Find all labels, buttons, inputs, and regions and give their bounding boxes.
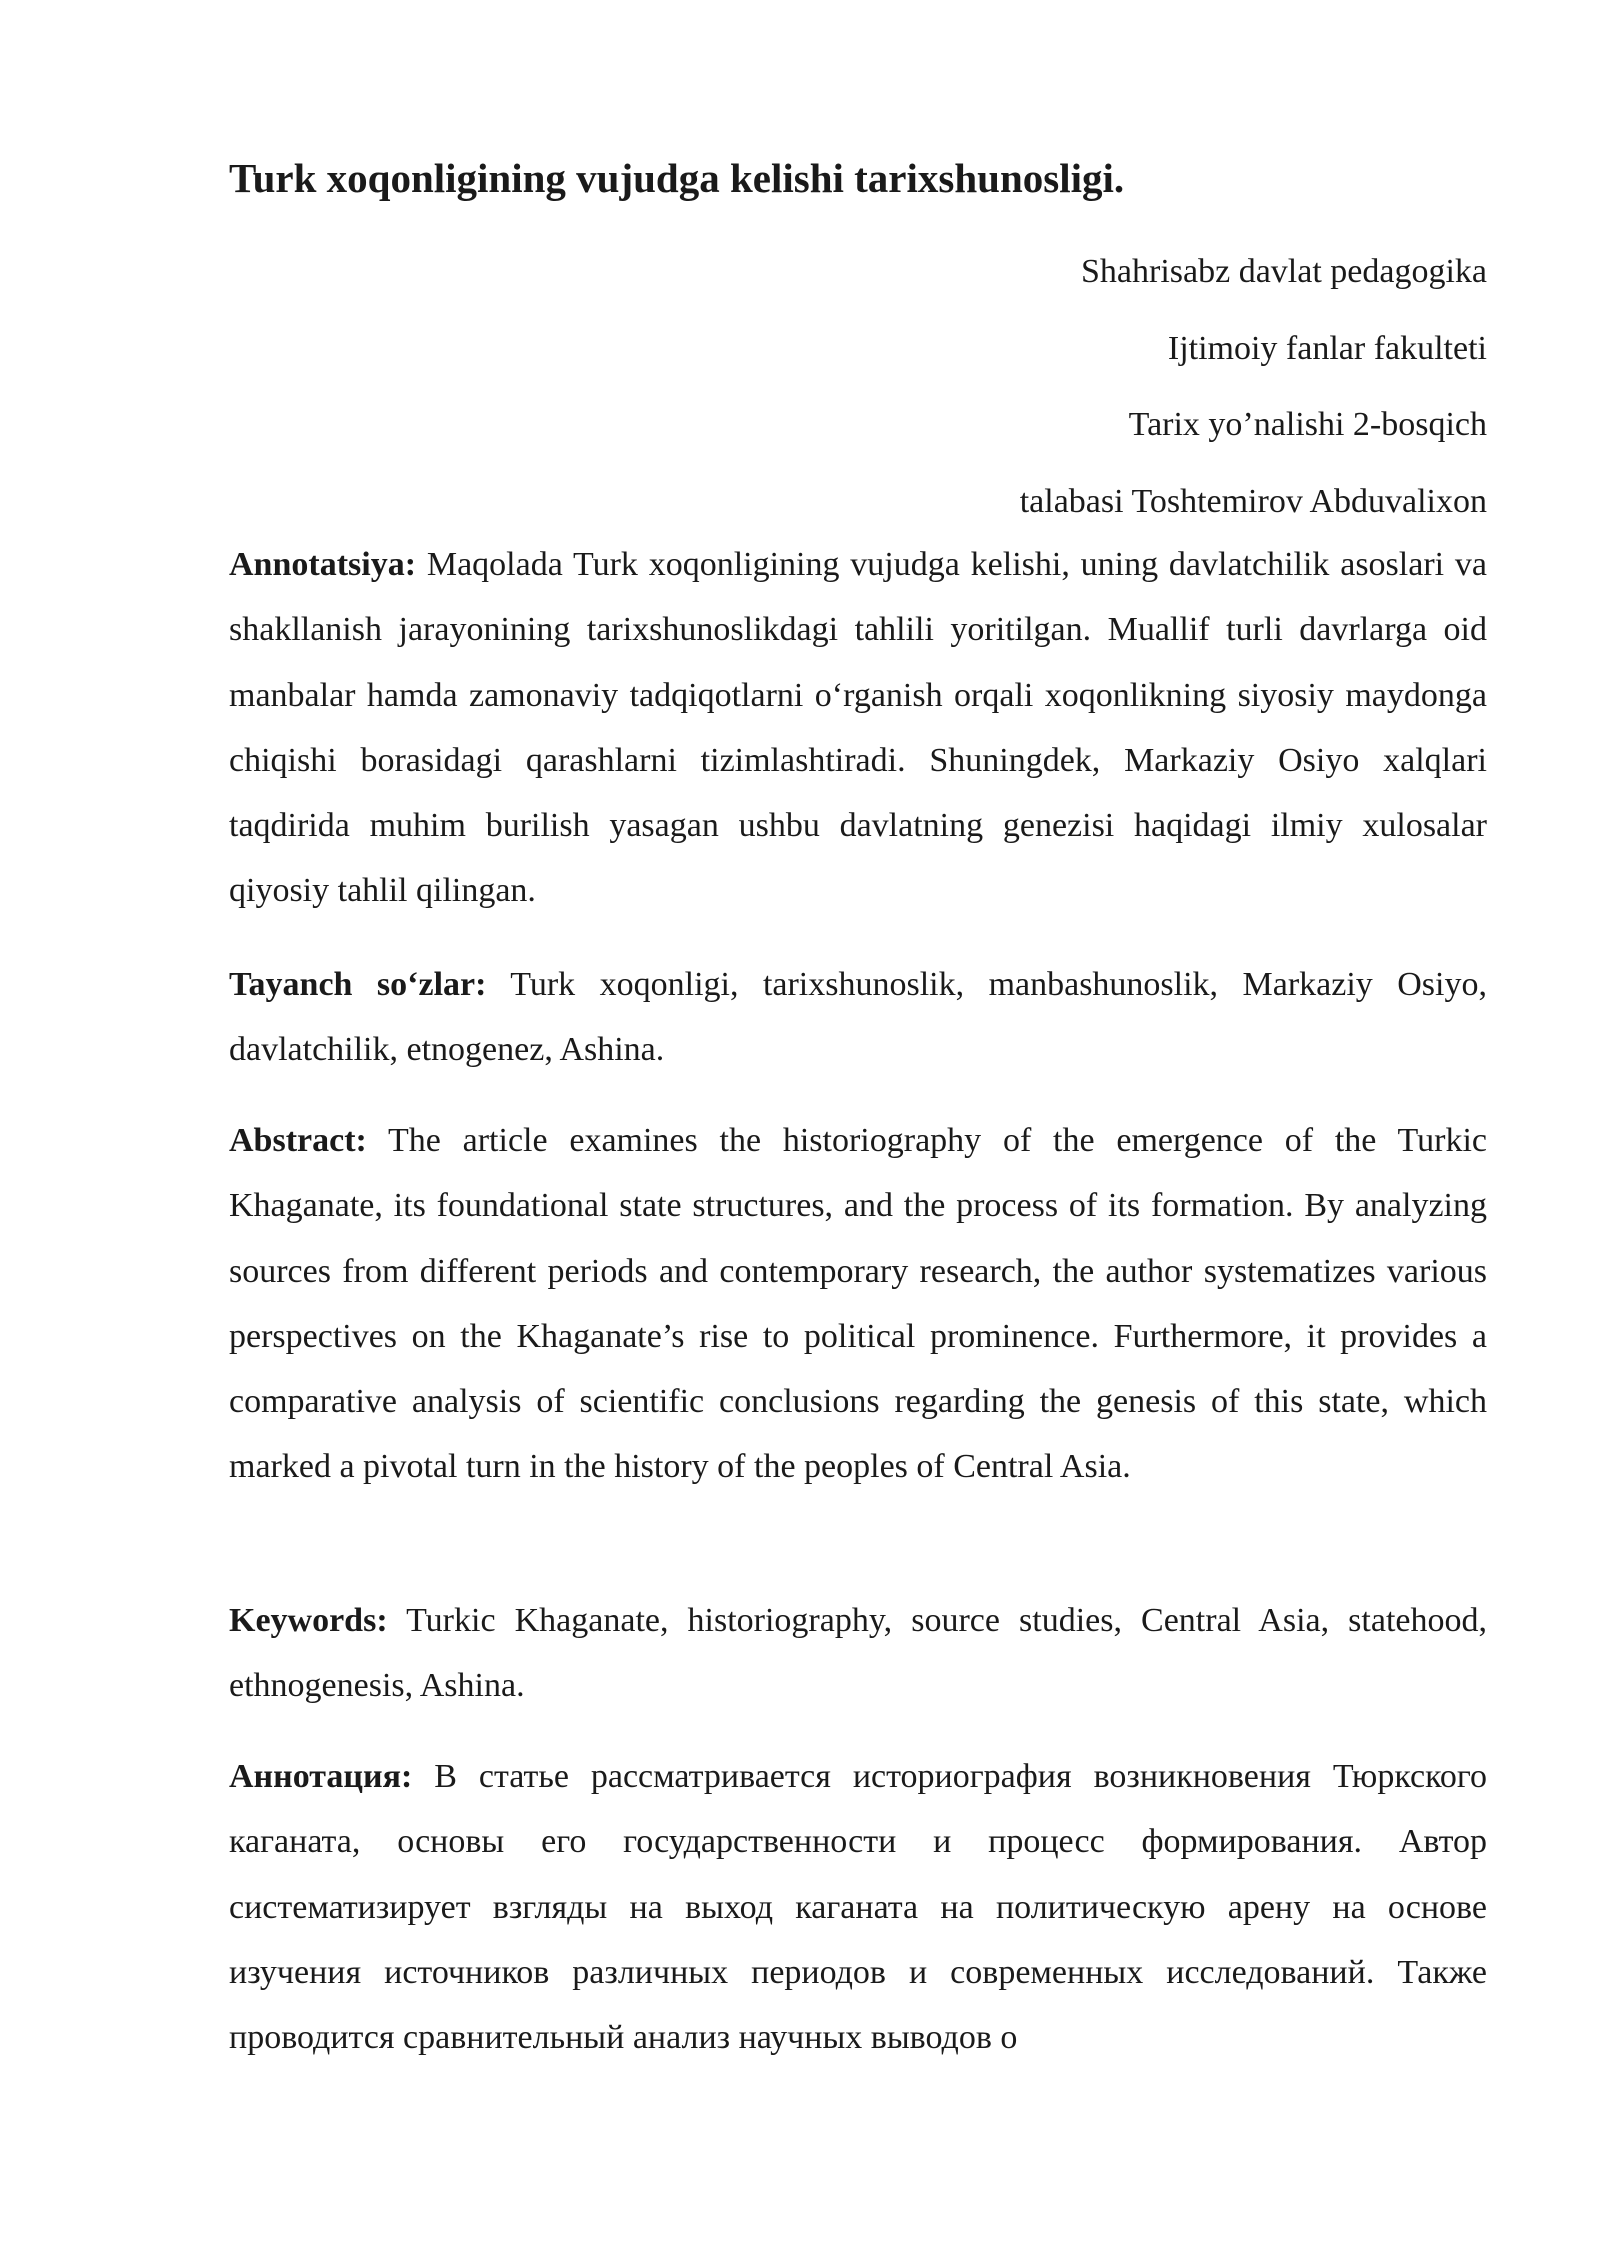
annotation-ru-label: Аннотация: xyxy=(229,1758,413,1795)
annotation-uz-label: Annotatsiya: xyxy=(229,546,417,583)
annotation-ru xyxy=(229,1744,1487,2070)
affiliation-line-faculty: Ijtimoiy fanlar fakulteti xyxy=(1167,329,1487,367)
keywords-en-label: Keywords: xyxy=(229,1602,388,1639)
author-affiliation xyxy=(229,234,1487,540)
abstract-en xyxy=(229,1108,1487,1500)
annotation-uz-text: Maqolada Turk xoqonligining vujudga kelishi, uning davlatchilik asoslari va shakllanish jarayonining tarixshunoslikdagi tahlili yoritilgan. Muallif turli davrlarga oid manbalar hamda zamonaviy tadqiqotlarni o‘rganish orqali xoqonlikning siyosiy maydonga chiqishi borasidagi qarashlarni tizimlashtiradi. Shuningdek, Markaziy Osiyo xalqlari taqdirida muhim burilish yasagan ushbu davlatning genezisi haqidagi ilmiy xulosalar qiyosiy tahlil qilingan. xyxy=(229,546,1487,910)
keywords-en-text: Turkic Khaganate, historiography, source studies, Central Asia, statehood, ethnogenesis, Ashina. xyxy=(229,1602,1487,1705)
annotation-ru-text: В статье рассматривается историография возникновения Тюркского каганата, основы его государственности и процесс формирования. Автор систематизирует взгляды на выход каганата на политическую арену на основе изучения источников различных периодов и современных исследований. Также проводится сравнительный анализ научных выводов о xyxy=(229,1758,1487,2057)
annotation-uz xyxy=(229,532,1487,924)
keywords-uz-label: Tayanch so‘zlar: xyxy=(229,966,487,1003)
abstract-en-label: Abstract: xyxy=(229,1122,367,1159)
keywords-uz xyxy=(229,952,1487,1083)
paper-title: Turk xoqonligining vujudga kelishi tarixshunosligi. xyxy=(229,155,1125,201)
affiliation-line-author: talabasi Toshtemirov Abduvalixon xyxy=(1019,482,1487,520)
abstract-en-text: The article examines the historiography of the emergence of the Turkic Khaganate, its foundational state structures, and the process of its formation. By analyzing sources from different periods and contemporary research, the author systematizes various perspectives on the Khaganate’s rise to political prominence. Furthermore, it provides a comparative analysis of scientific conclusions regarding the genesis of this state, which marked a pivotal turn in the history of the peoples of Central Asia. xyxy=(229,1122,1487,1486)
keywords-uz-text: Turk xoqonligi, tarixshunoslik, manbashunoslik, Markaziy Osiyo, davlatchilik, etnogenez, Ashina. xyxy=(229,966,1487,1069)
keywords-en xyxy=(229,1588,1487,1719)
affiliation-line-program: Tarix yo’nalishi 2-bosqich xyxy=(1128,406,1487,443)
affiliation-line-university: Shahrisabz davlat pedagogika xyxy=(1081,253,1487,290)
